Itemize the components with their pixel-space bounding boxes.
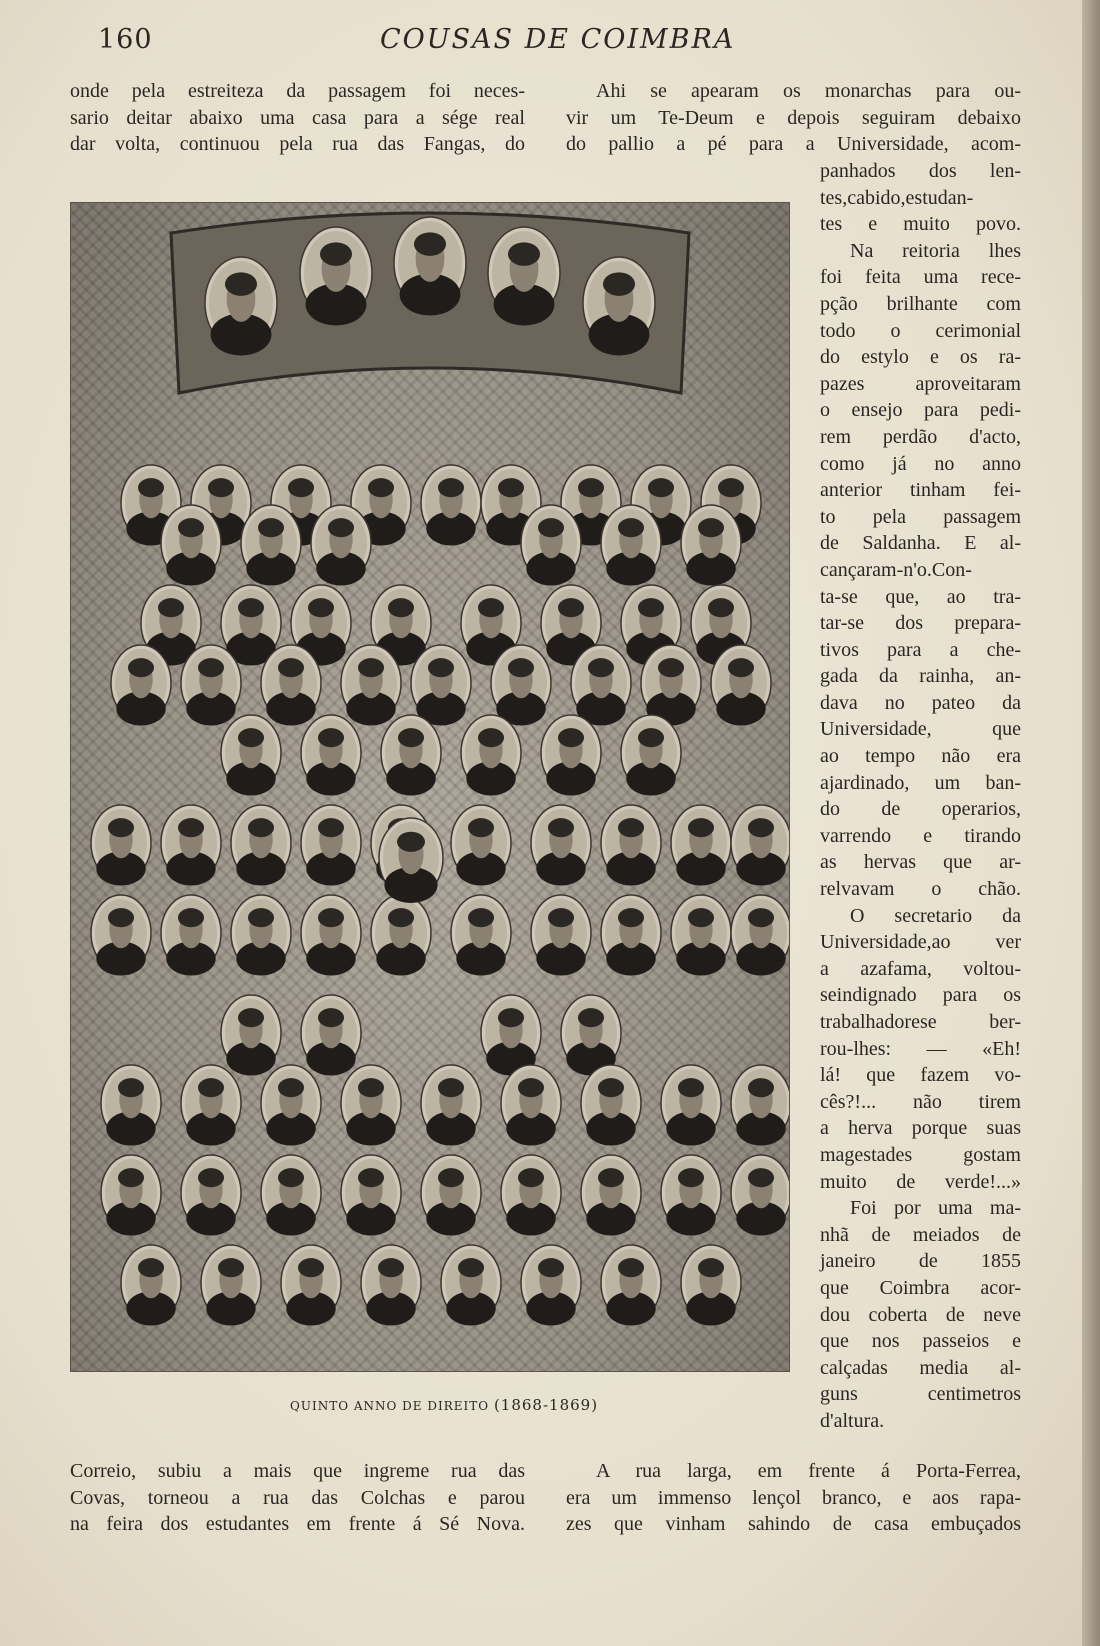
- text-line: as hervas que ar-: [820, 851, 1021, 874]
- text-line: O secretario da: [850, 904, 1021, 927]
- text-line: to pela passagem: [820, 505, 1021, 528]
- portrait-medallion: [101, 1065, 161, 1146]
- text-line: magestades gostam: [820, 1143, 1021, 1166]
- portrait-medallion: [421, 465, 481, 546]
- text-line: lá! que fazem vo-: [820, 1064, 1021, 1087]
- text-line: A rua larga, em frente á Porta-Ferrea,: [596, 1460, 1021, 1482]
- text-line: varrendo e tirando: [820, 824, 1021, 847]
- text-line: cês?!... não tirem: [820, 1090, 1021, 1113]
- portrait-medallion: [300, 227, 372, 326]
- text-line: d'altura.: [820, 1409, 885, 1432]
- portrait-medallion: [681, 1245, 741, 1326]
- text-line: dar volta, continuou pela rua das Fangas, do: [70, 133, 525, 156]
- portrait-medallion: [181, 645, 241, 726]
- text-line: pção brilhante com: [820, 292, 1021, 315]
- text-line: Na reitoria lhes: [850, 239, 1021, 262]
- portrait-medallion: [661, 1155, 721, 1236]
- class-photo-composite: [70, 202, 790, 1372]
- portrait-medallion: [583, 257, 655, 356]
- portrait-medallion: [205, 257, 277, 356]
- portrait-medallion: [641, 645, 701, 726]
- text-line: ajardinado, um ban-: [820, 771, 1021, 794]
- portrait-medallion: [161, 805, 221, 886]
- text-line: que nos passeios e: [820, 1330, 1021, 1353]
- portrait-medallion: [231, 805, 291, 886]
- text-line: muito de verde!...»: [820, 1170, 1021, 1193]
- text-line: na feira dos estudantes em frente á Sé Nova.: [70, 1513, 525, 1536]
- caption-title: QUINTO ANNO DE DIREITO: [290, 1399, 490, 1413]
- text-line: seindignado para os: [820, 984, 1021, 1007]
- portrait-medallion: [501, 1065, 561, 1146]
- text-line: tar-se dos prepara-: [820, 612, 1021, 635]
- portrait-medallion: [411, 645, 471, 726]
- portrait-medallion: [121, 1245, 181, 1326]
- text-line: tivos para a che-: [820, 638, 1021, 661]
- portrait-medallion: [671, 805, 731, 886]
- text-line: era um immenso lençol branco, e aos rapa-: [566, 1486, 1021, 1509]
- portrait-medallion: [601, 505, 661, 586]
- portrait-medallion: [421, 1155, 481, 1236]
- text-line: rou-lhes: — «Eh!: [820, 1037, 1021, 1060]
- text-line: foi feita uma rece-: [820, 266, 1021, 289]
- portrait-medallion: [381, 715, 441, 796]
- text-line: relvavam o chão.: [820, 878, 1021, 901]
- text-line: onde pela estreiteza da passagem foi neces-: [70, 80, 525, 102]
- text-line: trabalhadorese ber-: [820, 1011, 1021, 1033]
- portrait-medallion: [441, 1245, 501, 1326]
- portrait-medallion: [601, 895, 661, 976]
- portrait-medallion: [561, 995, 621, 1076]
- portrait-medallion: [161, 895, 221, 976]
- text-bottom-left: [70, 1458, 525, 1538]
- portrait-medallion: [581, 1155, 641, 1236]
- portrait-medallion: [91, 805, 151, 886]
- portrait-medallion: [221, 715, 281, 796]
- portrait-medallion: [181, 1065, 241, 1146]
- portrait-medallion: [201, 1245, 261, 1326]
- text-line: rem perdão d'acto,: [820, 425, 1021, 448]
- portrait-medallion: [541, 715, 601, 796]
- text-line: calçadas media al-: [820, 1356, 1021, 1379]
- portrait-medallion: [461, 715, 521, 796]
- portrait-medallion: [301, 805, 361, 886]
- portrait-medallion: [261, 1065, 321, 1146]
- text-line: de Saldanha. E al-: [820, 532, 1021, 555]
- text-line: guns centimetros: [820, 1383, 1021, 1406]
- portrait-medallion: [601, 1245, 661, 1326]
- portrait-medallion: [341, 1155, 401, 1236]
- text-line: Correio, subiu a mais que ingreme rua das: [70, 1460, 525, 1482]
- text-line: vir um Te-Deum e depois seguiram debaixo: [566, 106, 1021, 129]
- portrait-medallion: [371, 895, 431, 976]
- figure-caption: [290, 1396, 598, 1414]
- portrait-medallion: [111, 645, 171, 726]
- portrait-medallion: [311, 505, 371, 586]
- portrait-medallion: [571, 645, 631, 726]
- portrait-medallion: [601, 805, 661, 886]
- text-line: tes,cabido,estudan-: [820, 186, 974, 209]
- text-line: Covas, torneou a rua das Colchas e parou: [70, 1486, 525, 1509]
- portrait-medallion: [531, 805, 591, 886]
- portrait-medallion: [281, 1245, 341, 1326]
- text-line: ao tempo não era: [820, 745, 1021, 768]
- text-narrow-right: [820, 158, 1021, 1435]
- text-line: Ahi se apearam os monarchas para ou-: [596, 80, 1021, 102]
- portrait-medallion: [101, 1155, 161, 1236]
- portrait-medallion: [181, 1155, 241, 1236]
- portrait-grid: [71, 203, 789, 1371]
- portrait-medallion: [731, 1065, 789, 1146]
- text-line: sario deitar abaixo uma casa para a sége real: [70, 106, 525, 129]
- portrait-medallion: [394, 217, 466, 316]
- text-line: janeiro de 1855: [820, 1250, 1021, 1273]
- text-line: o ensejo para pedi-: [820, 399, 1021, 422]
- text-line: do estylo e os ra-: [820, 346, 1021, 369]
- text-line: que Coimbra acor-: [820, 1276, 1021, 1299]
- portrait-medallion: [621, 715, 681, 796]
- portrait-medallion: [661, 1065, 721, 1146]
- text-line: pazes aproveitaram: [820, 372, 1021, 395]
- text-line: todo o cerimonial: [820, 319, 1021, 342]
- portrait-medallion: [301, 895, 361, 976]
- portrait-medallion: [501, 1155, 561, 1236]
- portrait-medallion: [481, 995, 541, 1076]
- text-line: nhã de meiados de: [820, 1223, 1021, 1246]
- portrait-medallion: [681, 505, 741, 586]
- text-top-right: [566, 78, 1021, 158]
- portrait-medallion: [341, 645, 401, 726]
- portrait-medallion: [301, 715, 361, 796]
- text-line: do pallio a pé para a Universidade, acom-: [566, 133, 1021, 156]
- portrait-medallion: [521, 1245, 581, 1326]
- text-line: cançaram-n'o.Con-: [820, 558, 972, 581]
- portrait-medallion: [91, 895, 151, 976]
- page-number: 160: [98, 24, 153, 55]
- text-line: gada da rainha, an-: [820, 665, 1021, 688]
- portrait-medallion: [451, 805, 511, 886]
- text-line: a herva porque suas: [820, 1117, 1021, 1140]
- text-line: panhados dos len-: [820, 160, 1021, 182]
- text-line: do de operarios,: [820, 798, 1021, 821]
- portrait-medallion: [261, 1155, 321, 1236]
- portrait-medallion: [671, 895, 731, 976]
- portrait-medallion: [711, 645, 771, 726]
- portrait-medallion: [521, 505, 581, 586]
- portrait-medallion: [488, 227, 560, 326]
- text-line: Universidade, que: [820, 718, 1021, 741]
- text-line: dava no pateo da: [820, 691, 1021, 714]
- running-title: COUSAS DE COIMBRA: [380, 24, 736, 55]
- portrait-medallion: [581, 1065, 641, 1146]
- caption-years: (1868-1869): [493, 1396, 599, 1414]
- text-top-left: [70, 78, 525, 158]
- portrait-medallion: [531, 895, 591, 976]
- text-line: tes e muito povo.: [820, 213, 1021, 236]
- portrait-medallion: [261, 645, 321, 726]
- text-bottom-right: [566, 1458, 1021, 1538]
- portrait-medallion: [241, 505, 301, 586]
- text-line: a azafama, voltou-: [820, 957, 1021, 980]
- portrait-medallion: [341, 1065, 401, 1146]
- portrait-medallion: [301, 995, 361, 1076]
- text-line: anterior tinham fei-: [820, 479, 1021, 502]
- portrait-medallion: [221, 995, 281, 1076]
- text-line: Foi por uma ma-: [850, 1197, 1021, 1220]
- portrait-medallion: [379, 818, 443, 903]
- text-line: ta-se que, ao tra-: [820, 585, 1021, 608]
- text-line: dou coberta de neve: [820, 1303, 1021, 1326]
- portrait-medallion: [161, 505, 221, 586]
- page-edge: [1082, 0, 1100, 1646]
- portrait-medallion: [731, 805, 789, 886]
- portrait-medallion: [231, 895, 291, 976]
- portrait-medallion: [421, 1065, 481, 1146]
- text-line: Universidade,ao ver: [820, 931, 1021, 954]
- portrait-medallion: [731, 1155, 789, 1236]
- portrait-medallion: [451, 895, 511, 976]
- portrait-medallion: [361, 1245, 421, 1326]
- text-line: como já no anno: [820, 452, 1021, 475]
- portrait-medallion: [491, 645, 551, 726]
- portrait-medallion: [731, 895, 789, 976]
- text-line: zes que vinham sahindo de casa embuçados: [566, 1513, 1021, 1536]
